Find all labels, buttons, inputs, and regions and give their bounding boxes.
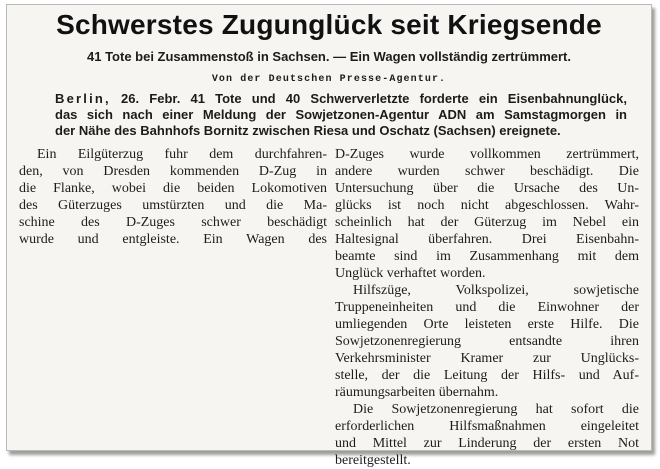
body-line: Sowjetzonenregierung entsandte ihren xyxy=(335,334,639,349)
lead-line-text: 26. Febr. 41 Tote und 40 Schwerverletzte forderte ein Eisenbahnunglück, xyxy=(110,91,627,106)
body-line: Verkehrsminister Kramer zur Unglücks- xyxy=(335,351,639,366)
agency-credit: Von der Deutschen Presse-Agentur. xyxy=(211,74,447,85)
body-line: schine des D-Zuges schwer beschädigt xyxy=(19,215,327,230)
subheadline: 41 Tote bei Zusammenstoß in Sachsen. — Ein Wagen vollständig zertrümmert. xyxy=(87,49,571,64)
body-line: und Mittel zur Linderung der ersten Not xyxy=(335,436,639,451)
lead-line xyxy=(55,91,627,107)
body-line: bereitgestellt. xyxy=(335,453,411,468)
body-line: Unglück verhaftet worden. xyxy=(335,266,486,281)
body-line: Ein Eilgüterzug fuhr dem durchfahren- xyxy=(37,147,327,162)
body-line: scheinlich hat der Güterzug im Nebel ein xyxy=(335,215,639,230)
body-line: Truppeneinheiten und die Einwohner der xyxy=(335,300,639,315)
body-line: Die Sowjetzonenregierung hat sofort die xyxy=(353,402,639,417)
newspaper-clipping xyxy=(6,4,652,468)
lead-paragraph xyxy=(55,91,627,139)
body-line: D-Zuges wurde vollkommen zertrümmert, xyxy=(335,147,639,162)
body-line: wurde und entgleiste. Ein Wagen des xyxy=(19,232,327,247)
lead-line: der Nähe des Bahnhofs Bornitz zwischen Riesa und Oschatz (Sachsen) ereignete. xyxy=(55,123,561,138)
headline: Schwerstes Zugunglück seit Kriegsende xyxy=(56,9,602,40)
body-line: umliegenden Orte leisteten erste Hilfe. Die xyxy=(335,317,639,332)
dateline: Berlin, xyxy=(55,91,111,106)
lead-line: das sich nach einer Meldung der Sowjetzonen-Agentur ADN am Samstagmorgen in xyxy=(55,107,627,122)
body-line: beamte sind im Zusammenhang mit dem xyxy=(335,249,639,264)
body-line: des Güterzuges umstürzten und die Ma- xyxy=(19,198,327,213)
body-line: stelle, der die Leitung der Hilfs- und Auf- xyxy=(335,368,639,383)
body-line: den, von Dresden kommenden D-Zug in xyxy=(19,164,327,179)
article-column-left xyxy=(19,146,327,248)
body-line: Hilfszüge, Volkspolizei, sowjetische xyxy=(353,283,639,298)
body-line: Haltesignal überfahren. Drei Eisenbahn- xyxy=(335,232,639,247)
body-line: räumungsarbeiten übernahm. xyxy=(335,385,499,400)
body-line: andere wurden schwer beschädigt. Die xyxy=(335,164,639,179)
article-column-right xyxy=(335,146,639,469)
body-line: glücks ist noch nicht abgeschlossen. Wahr- xyxy=(335,198,639,213)
body-line: die Flanke, wobei die beiden Lokomotiven xyxy=(19,181,327,196)
body-line: erforderlichen Hilfsmaßnahmen eingeleitet xyxy=(335,419,639,434)
body-line: Untersuchung über die Ursache des Un- xyxy=(335,181,639,196)
